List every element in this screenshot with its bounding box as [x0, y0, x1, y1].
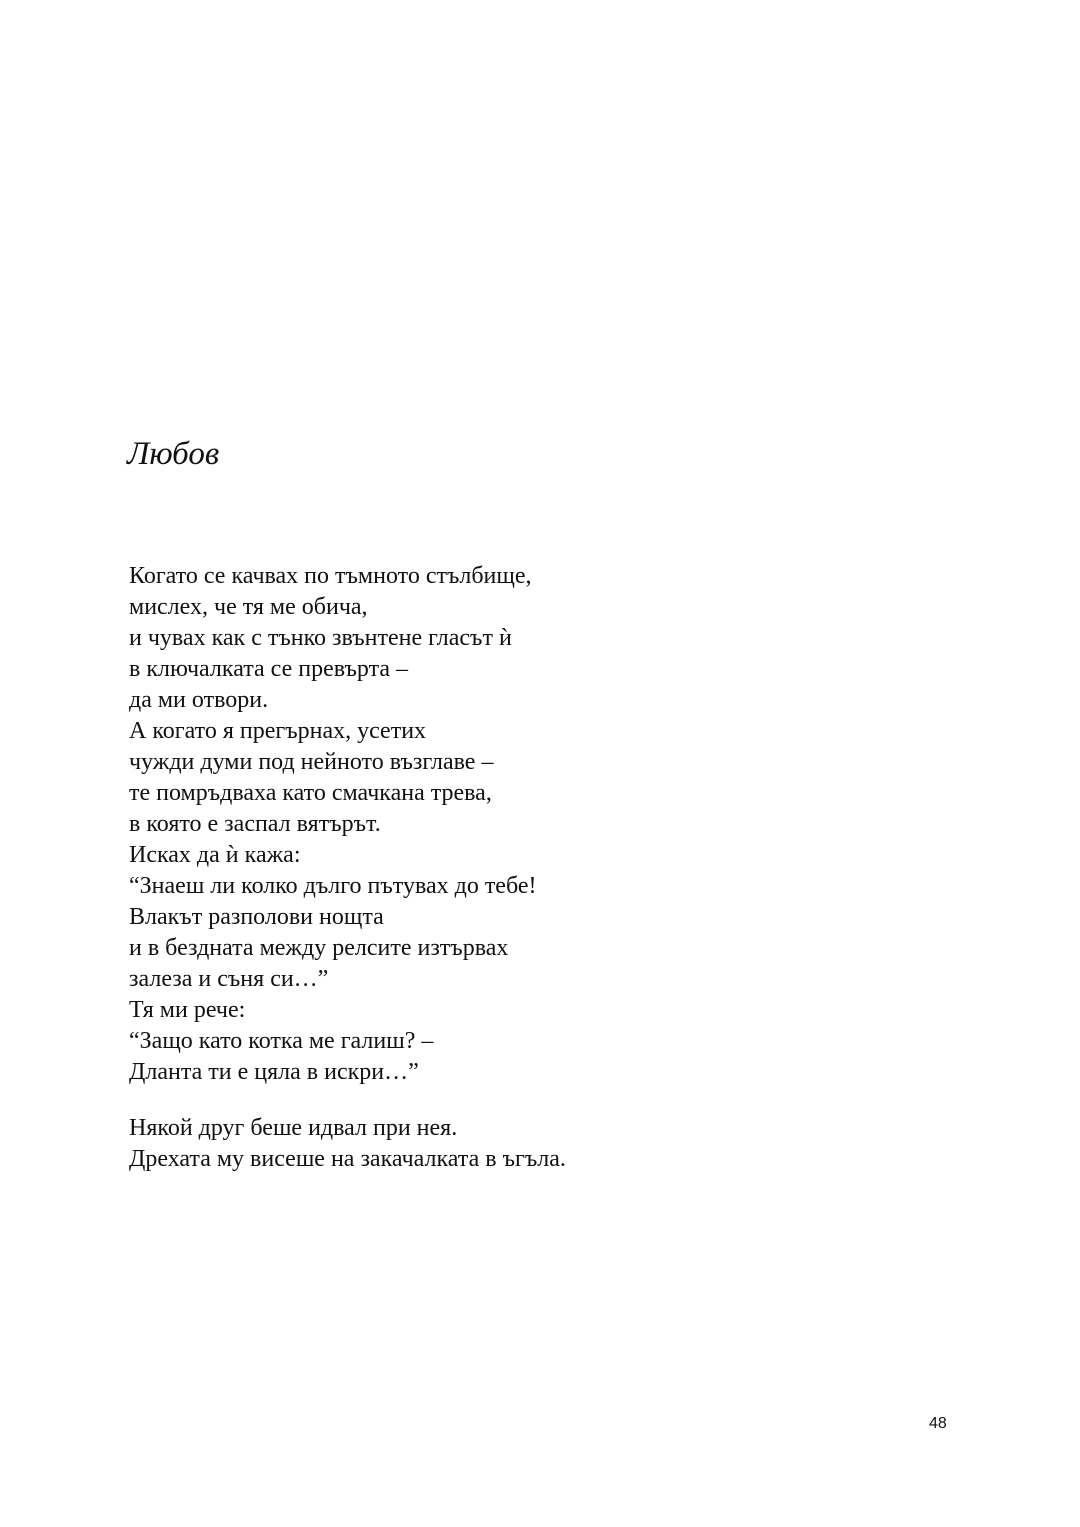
verse-line: Влакът разполови нощта [129, 904, 384, 930]
page-number: 48 [929, 1415, 947, 1432]
stanza-1 [129, 561, 537, 1088]
verse-line: те помръдваха като смачкана трева, [129, 780, 492, 806]
verse-line: Дланта ти е цяла в искри…” [129, 1059, 419, 1085]
poem-title: Любов [127, 436, 220, 472]
verse-line: Някой друг беше идвал при нея. [129, 1115, 458, 1141]
stanza-2 [129, 1113, 566, 1175]
verse-line: Исках да ѝ кажа: [129, 842, 301, 868]
verse-line: Тя ми рече: [129, 997, 246, 1023]
verse-line: А когато я прегърнах, усетих [129, 718, 427, 744]
verse-line: в ключалката се превърта – [129, 656, 409, 682]
verse-line: в която е заспал вятърът. [129, 811, 381, 837]
verse-line: залеза и съня си…” [129, 966, 329, 992]
verse-line: Когато се качвах по тъмното стълбище, [129, 563, 532, 589]
verse-line: да ми отвори. [129, 687, 269, 713]
verse-line: чужди думи под нейното възглаве – [129, 749, 494, 775]
verse-line: и в бездната между релсите изтървах [129, 935, 509, 961]
verse-line: Дрехата му висеше на закачалката в ъгъла. [129, 1146, 566, 1172]
verse-line: мислех, че тя ме обича, [129, 594, 368, 620]
verse-line: и чувах как с тънко звънтене гласът ѝ [129, 625, 512, 651]
verse-line: “Защо като котка ме галиш? – [129, 1028, 434, 1054]
verse-line: “Знаеш ли колко дълго пътувах до тебе! [129, 873, 537, 899]
